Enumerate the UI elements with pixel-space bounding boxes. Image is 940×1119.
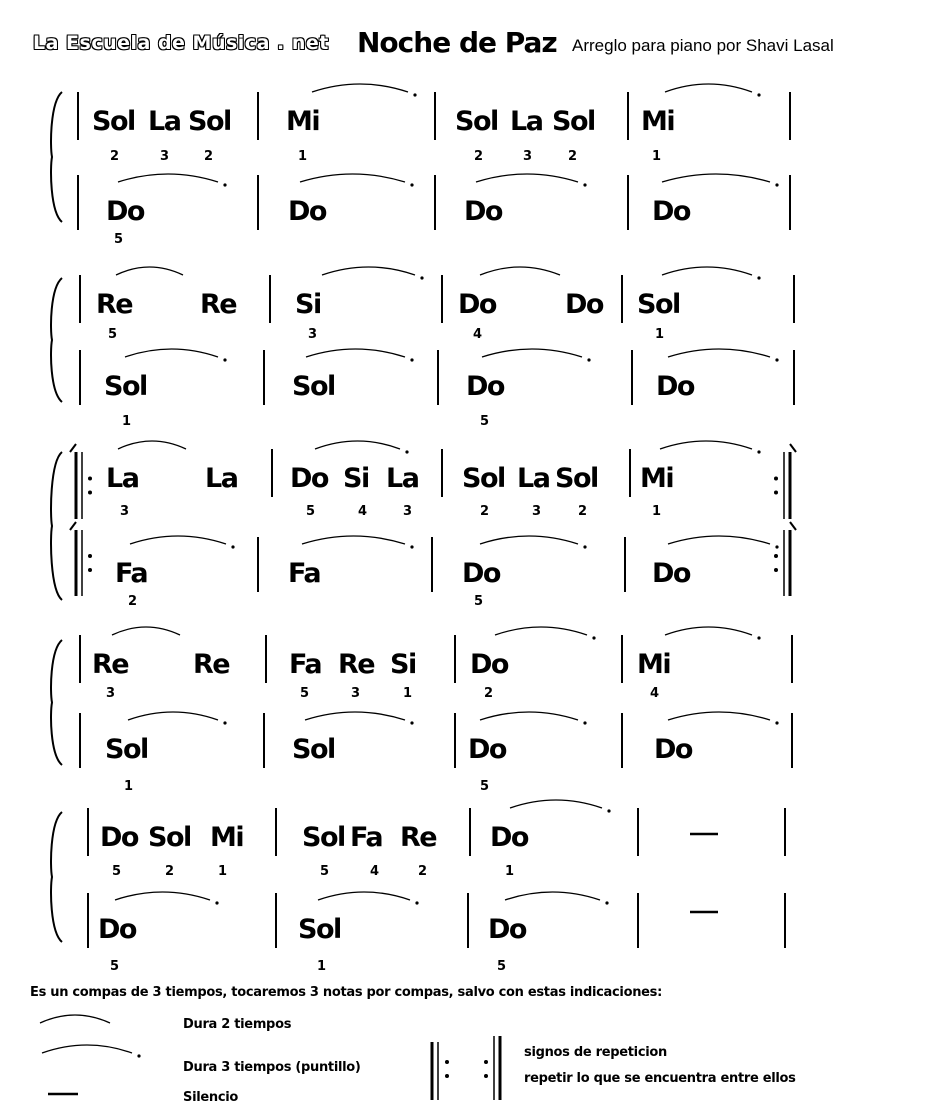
fingering-upper: 4: [473, 327, 483, 342]
tie-three-beats: [312, 84, 408, 92]
tie-three-beats: [495, 627, 587, 635]
note-lower: Fa: [288, 558, 321, 589]
legend-rest-label: Silencio: [183, 1090, 239, 1105]
tie-dot: [215, 901, 218, 904]
note-upper: Do: [565, 289, 603, 320]
note-upper: Sol: [148, 822, 191, 853]
tie-three-beats: [668, 349, 770, 357]
note-upper: La: [106, 463, 139, 494]
note-lower: Do: [288, 196, 326, 227]
tie-dot: [775, 721, 778, 724]
tie-dot: [757, 450, 760, 453]
note-upper: Si: [295, 289, 321, 320]
tie-three-beats: [315, 441, 400, 449]
tie-three-beats: [665, 627, 752, 635]
fingering-upper: 3: [160, 149, 170, 164]
note-lower: Do: [656, 371, 694, 402]
tie-dot: [592, 636, 595, 639]
note-lower: Sol: [105, 734, 148, 765]
tie-dot: [583, 721, 586, 724]
fingering-upper: 1: [218, 864, 228, 879]
repeat-dot: [88, 477, 92, 481]
repeat-dot: [484, 1074, 488, 1078]
fingering-upper: 4: [370, 864, 380, 879]
tie-three-beats: [318, 892, 410, 900]
note-upper: Fa: [289, 649, 322, 680]
tie-three-beats: [665, 84, 752, 92]
tie-dot: [757, 93, 760, 96]
note-lower: Do: [462, 558, 500, 589]
tie-dot: [583, 545, 586, 548]
tie-dot: [605, 901, 608, 904]
tie-three-beats: [306, 349, 405, 357]
fingering-upper: 4: [650, 686, 660, 701]
repeat-dot: [774, 491, 778, 495]
tie-two-beats: [112, 627, 180, 635]
fingering-upper: 1: [505, 864, 515, 879]
note-upper: Sol: [552, 106, 595, 137]
fingering-upper: 3: [120, 504, 130, 519]
note-upper: Do: [100, 822, 138, 853]
note-upper: La: [205, 463, 238, 494]
fingering-lower: 5: [497, 959, 507, 974]
note-lower: Do: [466, 371, 504, 402]
fingering-upper: 2: [204, 149, 214, 164]
legend-intro: Es un compas de 3 tiempos, tocaremos 3 notas por compas, salvo con estas indicaciones:: [30, 985, 663, 1000]
fingering-lower: 5: [474, 594, 484, 609]
tie-three-beats: [668, 536, 770, 544]
fingering-upper: 5: [300, 686, 310, 701]
tie-three-beats: [130, 536, 226, 544]
tie-three-beats: [480, 536, 578, 544]
system-brace: [51, 640, 62, 765]
tie-dot: [420, 276, 423, 279]
tie-three-beats: [660, 441, 752, 449]
note-upper: Re: [96, 289, 133, 320]
note-lower: Do: [488, 914, 526, 945]
tie-dot: [587, 358, 590, 361]
note-lower: Do: [98, 914, 136, 945]
fingering-lower: 1: [317, 959, 327, 974]
repeat-dot: [88, 568, 92, 572]
note-upper: Do: [490, 822, 528, 853]
note-lower: Do: [652, 196, 690, 227]
note-upper: Sol: [462, 463, 505, 494]
note-lower: Do: [468, 734, 506, 765]
tie-dot: [231, 545, 234, 548]
tie-three-beats: [322, 267, 415, 275]
note-upper: Do: [290, 463, 328, 494]
note-upper: Sol: [92, 106, 135, 137]
tie-three-beats: [125, 349, 218, 357]
fingering-upper: 2: [578, 504, 588, 519]
repeat-dot: [774, 554, 778, 558]
tie-three-beats: [115, 892, 210, 900]
fingering-upper: 1: [298, 149, 308, 164]
note-upper: La: [148, 106, 181, 137]
fingering-lower: 1: [124, 779, 134, 794]
note-lower: Fa: [115, 558, 148, 589]
tie-two-beats: [116, 267, 183, 275]
note-upper: Sol: [455, 106, 498, 137]
tie-dot: [757, 636, 760, 639]
note-upper: Re: [193, 649, 230, 680]
tie-dot: [223, 183, 226, 186]
repeat-dot: [774, 477, 778, 481]
fingering-upper: 3: [532, 504, 542, 519]
fingering-upper: 5: [112, 864, 122, 879]
fingering-upper: 2: [484, 686, 494, 701]
fingering-lower: 5: [480, 779, 490, 794]
site-logo-text: La Escuela de Música . net: [33, 32, 329, 54]
repeat-dot: [88, 491, 92, 495]
repeat-dot: [445, 1060, 449, 1064]
note-upper: Fa: [350, 822, 383, 853]
tie-two-beats: [118, 441, 186, 449]
note-upper: La: [510, 106, 543, 137]
repeat-hook: [70, 522, 76, 530]
tie-two-beats: [480, 267, 560, 275]
fingering-upper: 4: [358, 504, 368, 519]
tie-dot: [775, 545, 778, 548]
repeat-dot: [445, 1074, 449, 1078]
fingering-lower: 5: [110, 959, 120, 974]
note-lower: Sol: [292, 734, 335, 765]
tie-dot: [223, 721, 226, 724]
repeat-hook: [790, 522, 796, 530]
note-upper: Sol: [555, 463, 598, 494]
fingering-upper: 5: [108, 327, 118, 342]
system-brace: [51, 278, 62, 402]
tie-three-beats: [302, 536, 405, 544]
fingering-upper: 3: [308, 327, 318, 342]
repeat-dot: [484, 1060, 488, 1064]
tie-dot: [410, 183, 413, 186]
fingering-upper: 2: [165, 864, 175, 879]
note-upper: Re: [400, 822, 437, 853]
fingering-upper: 1: [655, 327, 665, 342]
system-brace: [51, 812, 62, 942]
fingering-upper: 1: [652, 149, 662, 164]
legend-three-beats-symbol: [42, 1045, 132, 1053]
tie-three-beats: [128, 712, 218, 720]
note-upper: La: [386, 463, 419, 494]
note-upper: Re: [92, 649, 129, 680]
tie-three-beats: [662, 174, 770, 182]
tie-dot: [415, 901, 418, 904]
repeat-hook: [790, 444, 796, 452]
note-upper: Re: [200, 289, 237, 320]
tie-three-beats: [505, 892, 600, 900]
fingering-upper: 2: [480, 504, 490, 519]
tie-three-beats: [510, 800, 602, 808]
note-upper: Mi: [640, 463, 674, 494]
note-lower: Do: [464, 196, 502, 227]
tie-dot: [410, 358, 413, 361]
note-lower: Sol: [298, 914, 341, 945]
note-lower: Do: [652, 558, 690, 589]
note-lower: Do: [106, 196, 144, 227]
fingering-lower: 5: [114, 232, 124, 247]
note-upper: Mi: [641, 106, 675, 137]
note-upper: La: [517, 463, 550, 494]
tie-three-beats: [300, 174, 405, 182]
legend-repeat-title: signos de repeticion: [524, 1045, 667, 1060]
tie-three-beats: [482, 349, 582, 357]
tie-dot: [223, 358, 226, 361]
fingering-upper: 1: [652, 504, 662, 519]
tie-dot: [607, 809, 610, 812]
tie-dot: [775, 358, 778, 361]
tie-dot: [413, 93, 416, 96]
tie-three-beats: [476, 174, 578, 182]
repeat-dot: [88, 554, 92, 558]
legend-two-beats-symbol: [40, 1015, 110, 1023]
note-lower: Do: [654, 734, 692, 765]
fingering-upper: 3: [106, 686, 116, 701]
fingering-lower: 5: [480, 414, 490, 429]
repeat-hook: [70, 444, 76, 452]
tie-three-beats: [662, 267, 752, 275]
note-upper: Sol: [188, 106, 231, 137]
fingering-lower: 2: [128, 594, 138, 609]
system-brace: [51, 452, 62, 600]
note-upper: Do: [458, 289, 496, 320]
legend-repeat-desc: repetir lo que se encuentra entre ellos: [524, 1071, 796, 1086]
note-upper: Mi: [210, 822, 244, 853]
tie-dot: [137, 1054, 140, 1057]
note-upper: Mi: [637, 649, 671, 680]
note-upper: Do: [470, 649, 508, 680]
tie-three-beats: [305, 712, 405, 720]
tie-dot: [757, 276, 760, 279]
tie-three-beats: [118, 174, 218, 182]
legend-three-beats-label: Dura 3 tiempos (puntillo): [183, 1060, 361, 1075]
repeat-dot: [774, 568, 778, 572]
fingering-upper: 2: [474, 149, 484, 164]
note-lower: Sol: [292, 371, 335, 402]
fingering-upper: 1: [403, 686, 413, 701]
fingering-upper: 2: [568, 149, 578, 164]
fingering-upper: 5: [320, 864, 330, 879]
fingering-upper: 3: [403, 504, 413, 519]
tie-dot: [410, 545, 413, 548]
legend-two-beats-label: Dura 2 tiempos: [183, 1017, 292, 1032]
song-title: Noche de Paz: [357, 26, 557, 59]
arrangement-credit: Arreglo para piano por Shavi Lasal: [572, 36, 834, 55]
note-upper: Sol: [637, 289, 680, 320]
tie-three-beats: [480, 712, 578, 720]
note-upper: Re: [338, 649, 375, 680]
fingering-upper: 2: [418, 864, 428, 879]
tie-dot: [775, 183, 778, 186]
tie-dot: [405, 450, 408, 453]
note-upper: Sol: [302, 822, 345, 853]
fingering-upper: 5: [306, 504, 316, 519]
fingering-upper: 3: [351, 686, 361, 701]
note-upper: Si: [390, 649, 416, 680]
tie-three-beats: [668, 712, 770, 720]
fingering-upper: 3: [523, 149, 533, 164]
note-lower: Sol: [104, 371, 147, 402]
system-brace: [51, 92, 62, 222]
fingering-lower: 1: [122, 414, 132, 429]
tie-dot: [410, 721, 413, 724]
note-upper: Si: [343, 463, 369, 494]
fingering-upper: 2: [110, 149, 120, 164]
note-upper: Mi: [286, 106, 320, 137]
tie-dot: [583, 183, 586, 186]
